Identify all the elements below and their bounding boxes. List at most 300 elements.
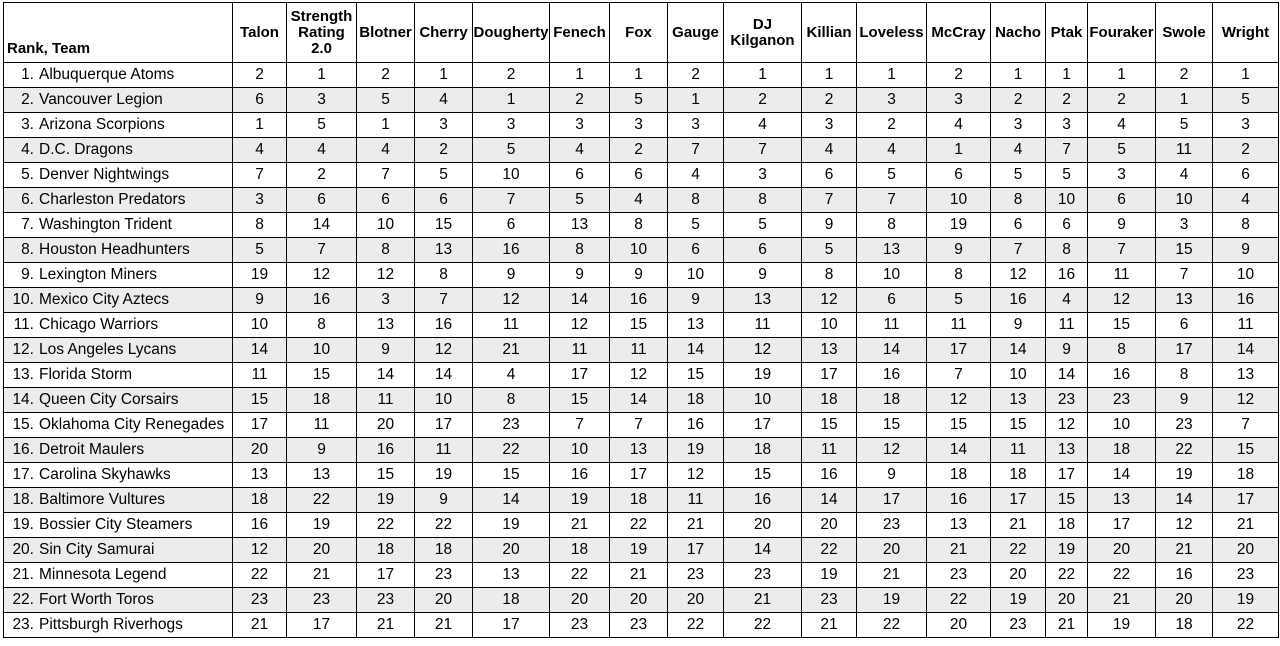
rank-value-cell: 11	[1213, 313, 1279, 338]
rank-value-cell: 13	[724, 288, 802, 313]
rank-value-cell: 7	[724, 138, 802, 163]
rank-number: 23.	[12, 616, 34, 633]
rank-value-cell: 3	[473, 113, 550, 138]
rank-value-cell: 1	[1088, 63, 1156, 88]
rank-value-cell: 14	[991, 338, 1046, 363]
rank-value-cell: 7	[1046, 138, 1088, 163]
rank-value-cell: 1	[473, 88, 550, 113]
rank-value-cell: 15	[991, 413, 1046, 438]
rank-value-cell: 3	[1213, 113, 1279, 138]
rank-value-cell: 21	[1088, 588, 1156, 613]
rank-value-cell: 7	[610, 413, 668, 438]
rank-value-cell: 15	[857, 413, 927, 438]
team-name: Sin City Samurai	[39, 541, 155, 558]
rank-value-cell: 17	[473, 613, 550, 638]
rank-value-cell: 7	[857, 188, 927, 213]
rank-value-cell: 21	[415, 613, 473, 638]
rank-value-cell: 10	[473, 163, 550, 188]
rank-value-cell: 15	[473, 463, 550, 488]
table-row	[4, 563, 1279, 588]
rank-value-cell: 11	[415, 438, 473, 463]
rank-value-cell: 20	[473, 538, 550, 563]
rank-value-cell: 11	[357, 388, 415, 413]
rank-value-cell: 17	[287, 613, 357, 638]
rank-value-cell: 23	[1213, 563, 1279, 588]
rank-value-cell: 17	[991, 488, 1046, 513]
rank-value-cell: 6	[357, 188, 415, 213]
rank-value-cell: 2	[1088, 88, 1156, 113]
ranker-header: Gauge	[668, 3, 724, 63]
rank-value-cell: 15	[724, 463, 802, 488]
team-name: Chicago Warriors	[39, 316, 159, 333]
rank-value-cell: 9	[1156, 388, 1213, 413]
team-name: Pittsburgh Riverhogs	[39, 616, 183, 633]
rank-value-cell: 10	[802, 313, 857, 338]
rank-value-cell: 22	[233, 563, 287, 588]
rank-number: 7.	[21, 216, 34, 233]
rank-value-cell: 10	[357, 213, 415, 238]
rank-value-cell: 16	[802, 463, 857, 488]
rank-value-cell: 19	[802, 563, 857, 588]
rank-value-cell: 20	[233, 438, 287, 463]
rank-value-cell: 17	[415, 413, 473, 438]
rank-value-cell: 18	[802, 388, 857, 413]
rank-value-cell: 20	[724, 513, 802, 538]
rank-value-cell: 22	[991, 538, 1046, 563]
rank-value-cell: 2	[287, 163, 357, 188]
ranker-header: Nacho	[991, 3, 1046, 63]
rank-number: 22.	[12, 591, 34, 608]
table-row	[4, 288, 1279, 313]
rank-value-cell: 7	[668, 138, 724, 163]
rank-value-cell: 17	[610, 463, 668, 488]
header-row	[4, 3, 1279, 63]
rank-value-cell: 3	[357, 288, 415, 313]
rank-value-cell: 20	[802, 513, 857, 538]
rank-value-cell: 22	[550, 563, 610, 588]
rank-value-cell: 4	[287, 138, 357, 163]
rank-number: 18.	[12, 491, 34, 508]
rank-value-cell: 5	[233, 238, 287, 263]
rank-value-cell: 14	[233, 338, 287, 363]
team-name: Fort Worth Toros	[39, 591, 154, 608]
ranker-header: Loveless	[857, 3, 927, 63]
team-cell	[4, 388, 233, 413]
rank-value-cell: 6	[724, 238, 802, 263]
rank-value-cell: 14	[927, 438, 991, 463]
rank-value-cell: 16	[233, 513, 287, 538]
team-cell	[4, 413, 233, 438]
rank-number: 10.	[12, 291, 34, 308]
rank-value-cell: 3	[927, 88, 991, 113]
rank-value-cell: 23	[287, 588, 357, 613]
team-name: Washington Trident	[39, 216, 172, 233]
rank-value-cell: 8	[802, 263, 857, 288]
rank-value-cell: 2	[1046, 88, 1088, 113]
rank-value-cell: 21	[287, 563, 357, 588]
team-name: Denver Nightwings	[39, 166, 170, 183]
rank-value-cell: 17	[1088, 513, 1156, 538]
rank-value-cell: 14	[287, 213, 357, 238]
rank-value-cell: 15	[927, 413, 991, 438]
rank-value-cell: 9	[415, 488, 473, 513]
rank-value-cell: 15	[233, 388, 287, 413]
rank-value-cell: 21	[1046, 613, 1088, 638]
rank-value-cell: 20	[550, 588, 610, 613]
rank-value-cell: 13	[357, 313, 415, 338]
rank-value-cell: 15	[357, 463, 415, 488]
rank-number: 17.	[12, 466, 34, 483]
rank-value-cell: 17	[1156, 338, 1213, 363]
rank-value-cell: 20	[927, 613, 991, 638]
rank-value-cell: 4	[857, 138, 927, 163]
rank-value-cell: 19	[357, 488, 415, 513]
rank-value-cell: 1	[724, 63, 802, 88]
rank-value-cell: 15	[1088, 313, 1156, 338]
rank-value-cell: 9	[724, 263, 802, 288]
rank-value-cell: 11	[991, 438, 1046, 463]
rank-value-cell: 8	[550, 238, 610, 263]
ranker-header: Dougherty	[473, 3, 550, 63]
rank-value-cell: 19	[1156, 463, 1213, 488]
rank-value-cell: 18	[610, 488, 668, 513]
team-cell	[4, 313, 233, 338]
rank-value-cell: 4	[233, 138, 287, 163]
rank-value-cell: 22	[668, 613, 724, 638]
rank-value-cell: 12	[415, 338, 473, 363]
rank-value-cell: 4	[1156, 163, 1213, 188]
rank-value-cell: 19	[233, 263, 287, 288]
rank-value-cell: 18	[415, 538, 473, 563]
rank-value-cell: 5	[415, 163, 473, 188]
rank-value-cell: 17	[1046, 463, 1088, 488]
team-cell	[4, 338, 233, 363]
rank-value-cell: 21	[724, 588, 802, 613]
rank-value-cell: 9	[927, 238, 991, 263]
rank-value-cell: 11	[473, 313, 550, 338]
team-name: Baltimore Vultures	[39, 491, 166, 508]
rank-value-cell: 22	[1213, 613, 1279, 638]
rank-value-cell: 5	[1046, 163, 1088, 188]
rank-value-cell: 23	[357, 588, 415, 613]
rank-value-cell: 21	[857, 563, 927, 588]
ranker-header: Strength Rating 2.0	[287, 3, 357, 63]
rank-value-cell: 23	[668, 563, 724, 588]
rank-value-cell: 20	[415, 588, 473, 613]
rank-value-cell: 19	[724, 363, 802, 388]
rank-value-cell: 6	[668, 238, 724, 263]
power-rankings-table	[3, 2, 1279, 638]
rank-number: 5.	[21, 166, 34, 183]
rank-value-cell: 15	[1213, 438, 1279, 463]
rank-number: 20.	[12, 541, 34, 558]
rank-value-cell: 1	[233, 113, 287, 138]
rank-value-cell: 3	[1088, 163, 1156, 188]
ranker-header: DJ Kilganon	[724, 3, 802, 63]
rank-value-cell: 12	[724, 338, 802, 363]
rank-value-cell: 19	[550, 488, 610, 513]
rank-value-cell: 20	[357, 413, 415, 438]
rank-value-cell: 22	[802, 538, 857, 563]
rank-value-cell: 23	[802, 588, 857, 613]
team-cell	[4, 288, 233, 313]
team-name: Charleston Predators	[39, 191, 186, 208]
rank-value-cell: 4	[1213, 188, 1279, 213]
rank-value-cell: 10	[857, 263, 927, 288]
rank-value-cell: 20	[1088, 538, 1156, 563]
team-cell	[4, 63, 233, 88]
table-row	[4, 588, 1279, 613]
rank-value-cell: 18	[1046, 513, 1088, 538]
table-row	[4, 488, 1279, 513]
rank-value-cell: 2	[724, 88, 802, 113]
rank-value-cell: 22	[927, 588, 991, 613]
rank-value-cell: 3	[1156, 213, 1213, 238]
rank-value-cell: 5	[1088, 138, 1156, 163]
table-row	[4, 413, 1279, 438]
rank-value-cell: 7	[802, 188, 857, 213]
team-cell	[4, 538, 233, 563]
rank-value-cell: 12	[610, 363, 668, 388]
rank-value-cell: 12	[1046, 413, 1088, 438]
rank-value-cell: 3	[857, 88, 927, 113]
rank-value-cell: 10	[1213, 263, 1279, 288]
rank-value-cell: 22	[857, 613, 927, 638]
rank-value-cell: 4	[473, 363, 550, 388]
rank-value-cell: 21	[233, 613, 287, 638]
rank-value-cell: 19	[1088, 613, 1156, 638]
rank-value-cell: 14	[1088, 463, 1156, 488]
rank-value-cell: 13	[610, 438, 668, 463]
rank-value-cell: 11	[857, 313, 927, 338]
rank-value-cell: 14	[1156, 488, 1213, 513]
team-cell	[4, 588, 233, 613]
rank-value-cell: 12	[668, 463, 724, 488]
rank-value-cell: 3	[991, 113, 1046, 138]
table-row	[4, 338, 1279, 363]
rank-value-cell: 13	[473, 563, 550, 588]
rank-value-cell: 9	[1088, 213, 1156, 238]
rank-value-cell: 2	[857, 113, 927, 138]
rank-value-cell: 22	[415, 513, 473, 538]
rank-value-cell: 19	[415, 463, 473, 488]
rank-value-cell: 2	[473, 63, 550, 88]
rank-value-cell: 4	[991, 138, 1046, 163]
rank-value-cell: 13	[668, 313, 724, 338]
table-row	[4, 138, 1279, 163]
team-name: Lexington Miners	[39, 266, 158, 283]
rank-value-cell: 3	[415, 113, 473, 138]
rank-value-cell: 7	[1213, 413, 1279, 438]
rank-team-header: Rank, Team	[4, 3, 233, 63]
rank-value-cell: 13	[802, 338, 857, 363]
team-cell	[4, 188, 233, 213]
rank-value-cell: 12	[287, 263, 357, 288]
rank-value-cell: 16	[1088, 363, 1156, 388]
ranker-header: Blotner	[357, 3, 415, 63]
rank-value-cell: 17	[1213, 488, 1279, 513]
team-cell	[4, 263, 233, 288]
rank-value-cell: 12	[357, 263, 415, 288]
rank-value-cell: 9	[1046, 338, 1088, 363]
rank-value-cell: 23	[1156, 413, 1213, 438]
rank-value-cell: 10	[233, 313, 287, 338]
rank-value-cell: 18	[287, 388, 357, 413]
rank-value-cell: 13	[1213, 363, 1279, 388]
rank-value-cell: 19	[857, 588, 927, 613]
rank-value-cell: 22	[1046, 563, 1088, 588]
table-row	[4, 163, 1279, 188]
rank-value-cell: 20	[1046, 588, 1088, 613]
rank-value-cell: 17	[233, 413, 287, 438]
rank-value-cell: 12	[1156, 513, 1213, 538]
rank-value-cell: 7	[1156, 263, 1213, 288]
rank-value-cell: 22	[473, 438, 550, 463]
rank-value-cell: 17	[802, 363, 857, 388]
rank-value-cell: 19	[991, 588, 1046, 613]
rank-value-cell: 6	[802, 163, 857, 188]
rank-value-cell: 6	[1046, 213, 1088, 238]
rank-value-cell: 8	[724, 188, 802, 213]
table-body	[4, 63, 1279, 638]
rank-number: 21.	[12, 566, 34, 583]
rank-value-cell: 11	[610, 338, 668, 363]
rank-value-cell: 16	[415, 313, 473, 338]
team-name: Albuquerque Atoms	[39, 66, 175, 83]
rank-value-cell: 8	[857, 213, 927, 238]
rank-value-cell: 1	[357, 113, 415, 138]
rank-value-cell: 14	[802, 488, 857, 513]
rank-value-cell: 22	[610, 513, 668, 538]
rank-value-cell: 18	[927, 463, 991, 488]
rank-value-cell: 2	[927, 63, 991, 88]
team-name: Detroit Maulers	[39, 441, 145, 458]
rank-value-cell: 13	[927, 513, 991, 538]
rank-value-cell: 9	[287, 438, 357, 463]
team-name: Los Angeles Lycans	[39, 341, 177, 358]
team-name: D.C. Dragons	[39, 141, 133, 158]
rank-value-cell: 8	[1088, 338, 1156, 363]
rank-value-cell: 21	[1213, 513, 1279, 538]
rank-value-cell: 14	[473, 488, 550, 513]
table-row	[4, 88, 1279, 113]
rank-number: 9.	[21, 266, 34, 283]
rank-number: 16.	[12, 441, 34, 458]
team-cell	[4, 613, 233, 638]
rank-value-cell: 6	[857, 288, 927, 313]
rank-value-cell: 8	[668, 188, 724, 213]
rank-value-cell: 14	[857, 338, 927, 363]
rank-number: 8.	[21, 241, 34, 258]
rank-value-cell: 10	[1046, 188, 1088, 213]
rank-value-cell: 2	[357, 63, 415, 88]
table-row	[4, 513, 1279, 538]
rank-value-cell: 20	[287, 538, 357, 563]
rank-value-cell: 8	[991, 188, 1046, 213]
rank-value-cell: 16	[724, 488, 802, 513]
team-cell	[4, 213, 233, 238]
rank-value-cell: 1	[1213, 63, 1279, 88]
team-name: Florida Storm	[39, 366, 133, 383]
rank-value-cell: 18	[991, 463, 1046, 488]
rank-value-cell: 10	[550, 438, 610, 463]
rank-value-cell: 14	[550, 288, 610, 313]
rank-value-cell: 3	[668, 113, 724, 138]
rank-value-cell: 23	[991, 613, 1046, 638]
rank-value-cell: 19	[668, 438, 724, 463]
rank-number: 1.	[21, 66, 34, 83]
rank-value-cell: 3	[287, 88, 357, 113]
table-row	[4, 613, 1279, 638]
rank-value-cell: 20	[991, 563, 1046, 588]
rank-value-cell: 1	[991, 63, 1046, 88]
table-row	[4, 463, 1279, 488]
rank-value-cell: 9	[991, 313, 1046, 338]
rank-value-cell: 21	[802, 613, 857, 638]
rank-value-cell: 10	[1088, 413, 1156, 438]
rank-value-cell: 3	[1046, 113, 1088, 138]
rank-value-cell: 21	[473, 338, 550, 363]
rank-value-cell: 16	[287, 288, 357, 313]
rank-value-cell: 2	[1213, 138, 1279, 163]
rank-value-cell: 9	[610, 263, 668, 288]
rank-value-cell: 11	[668, 488, 724, 513]
rank-value-cell: 11	[550, 338, 610, 363]
rank-value-cell: 15	[287, 363, 357, 388]
rank-value-cell: 3	[724, 163, 802, 188]
ranker-header: Fenech	[550, 3, 610, 63]
rank-value-cell: 2	[550, 88, 610, 113]
rank-value-cell: 16	[1046, 263, 1088, 288]
rank-value-cell: 7	[473, 188, 550, 213]
rank-value-cell: 15	[1156, 238, 1213, 263]
rank-value-cell: 7	[287, 238, 357, 263]
ranker-header: Swole	[1156, 3, 1213, 63]
rank-value-cell: 16	[473, 238, 550, 263]
rank-value-cell: 17	[724, 413, 802, 438]
rank-value-cell: 21	[1156, 538, 1213, 563]
rank-value-cell: 22	[357, 513, 415, 538]
rank-number: 6.	[21, 191, 34, 208]
rank-value-cell: 20	[857, 538, 927, 563]
rank-number: 13.	[12, 366, 34, 383]
rank-value-cell: 8	[1046, 238, 1088, 263]
team-cell	[4, 113, 233, 138]
team-cell	[4, 438, 233, 463]
rank-value-cell: 1	[668, 88, 724, 113]
table-row	[4, 438, 1279, 463]
rank-number: 2.	[21, 91, 34, 108]
team-cell	[4, 488, 233, 513]
rank-value-cell: 6	[415, 188, 473, 213]
rank-value-cell: 5	[610, 88, 668, 113]
rank-number: 19.	[12, 516, 34, 533]
rank-value-cell: 16	[1156, 563, 1213, 588]
rank-value-cell: 10	[415, 388, 473, 413]
rank-value-cell: 15	[610, 313, 668, 338]
team-name: Arizona Scorpions	[39, 116, 165, 133]
rank-value-cell: 12	[233, 538, 287, 563]
rank-value-cell: 4	[550, 138, 610, 163]
rank-value-cell: 15	[550, 388, 610, 413]
rank-value-cell: 9	[857, 463, 927, 488]
rank-value-cell: 8	[473, 388, 550, 413]
rank-value-cell: 5	[927, 288, 991, 313]
rank-value-cell: 19	[1046, 538, 1088, 563]
team-name: Mexico City Aztecs	[39, 291, 170, 308]
team-name: Houston Headhunters	[39, 241, 190, 258]
rank-value-cell: 17	[857, 488, 927, 513]
